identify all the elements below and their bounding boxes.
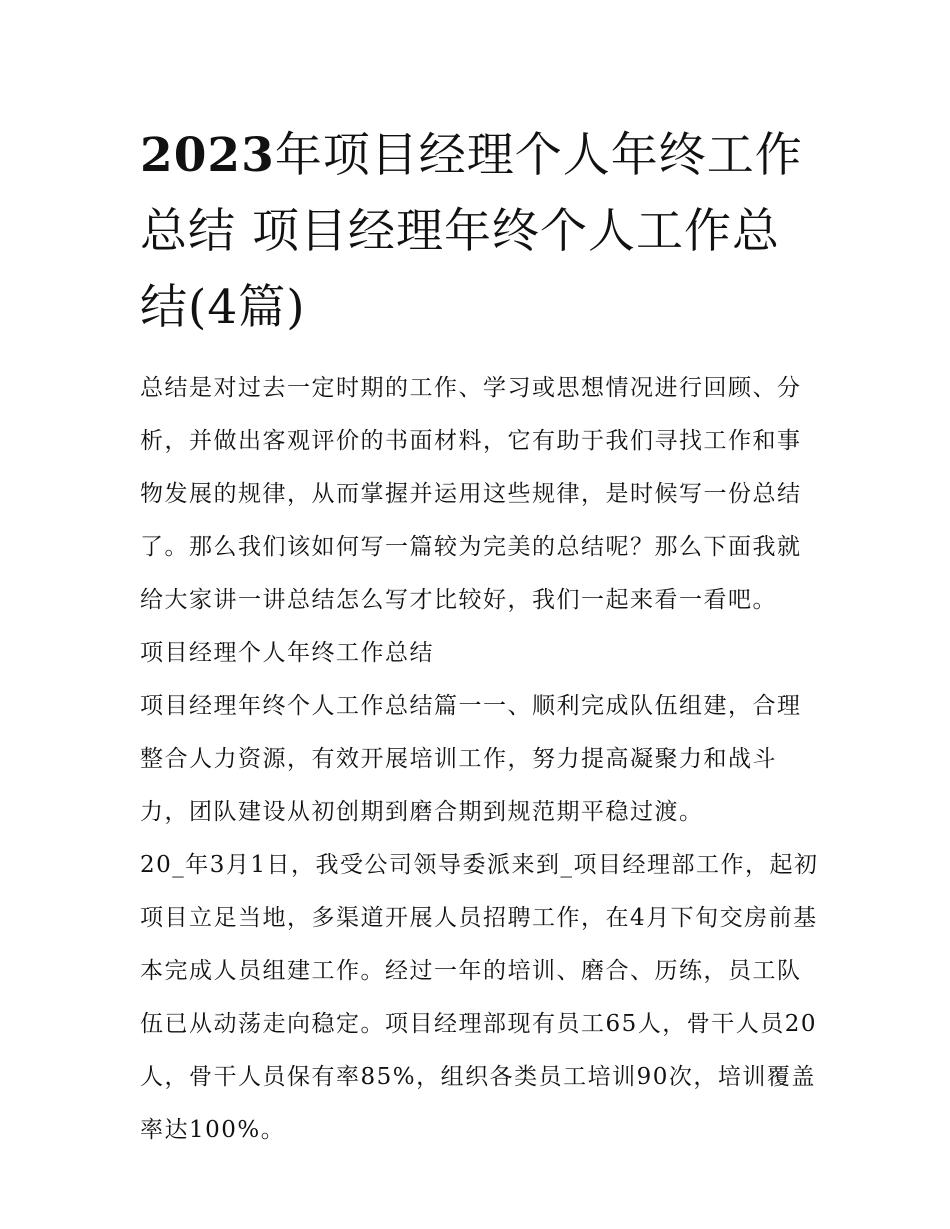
- section-heading: 项目经理个人年终工作总结: [140, 640, 434, 666]
- title-year: 2023: [140, 128, 275, 183]
- document-page: [140, 118, 820, 1157]
- intro-paragraph: 总结是对过去一定时期的工作、学习或思想情况进行回顾、分析，并做出客观评价的书面材料，它有助于我们寻找工作和事物发展的规律，从而掌握并运用这些规律，是时候写一份总结了。那么我们该如何写一篇较为完美的总结呢？那么下面我就给大家讲一讲总结怎么写才比较好，我们一起来看一看吧。: [140, 375, 802, 613]
- body-paragraph: 20_年3月1日，我受公司领导委派来到_项目经理部工作，起初项目立足当地，多渠道开展人员招聘工作，在4月下旬交房前基本完成人员组建工作。经过一年的培训、磨合、历练，员工队伍已从动荡走向稳定。项目经理部现有员工65人，骨干人员20人，骨干人员保有率85%，组织各类员工培训90次，培训覆盖率达100%。: [140, 852, 819, 1143]
- document-title: 2023年项目经理个人年终工作总结 项目经理年终个人工作总结(4篇): [140, 128, 803, 335]
- body-paragraph: 项目经理年终个人工作总结篇一一、顺利完成队伍组建，合理整合人力资源，有效开展培训工作，努力提高凝聚力和战斗力，团队建设从初创期到磨合期到规范期平稳过渡。: [140, 693, 802, 825]
